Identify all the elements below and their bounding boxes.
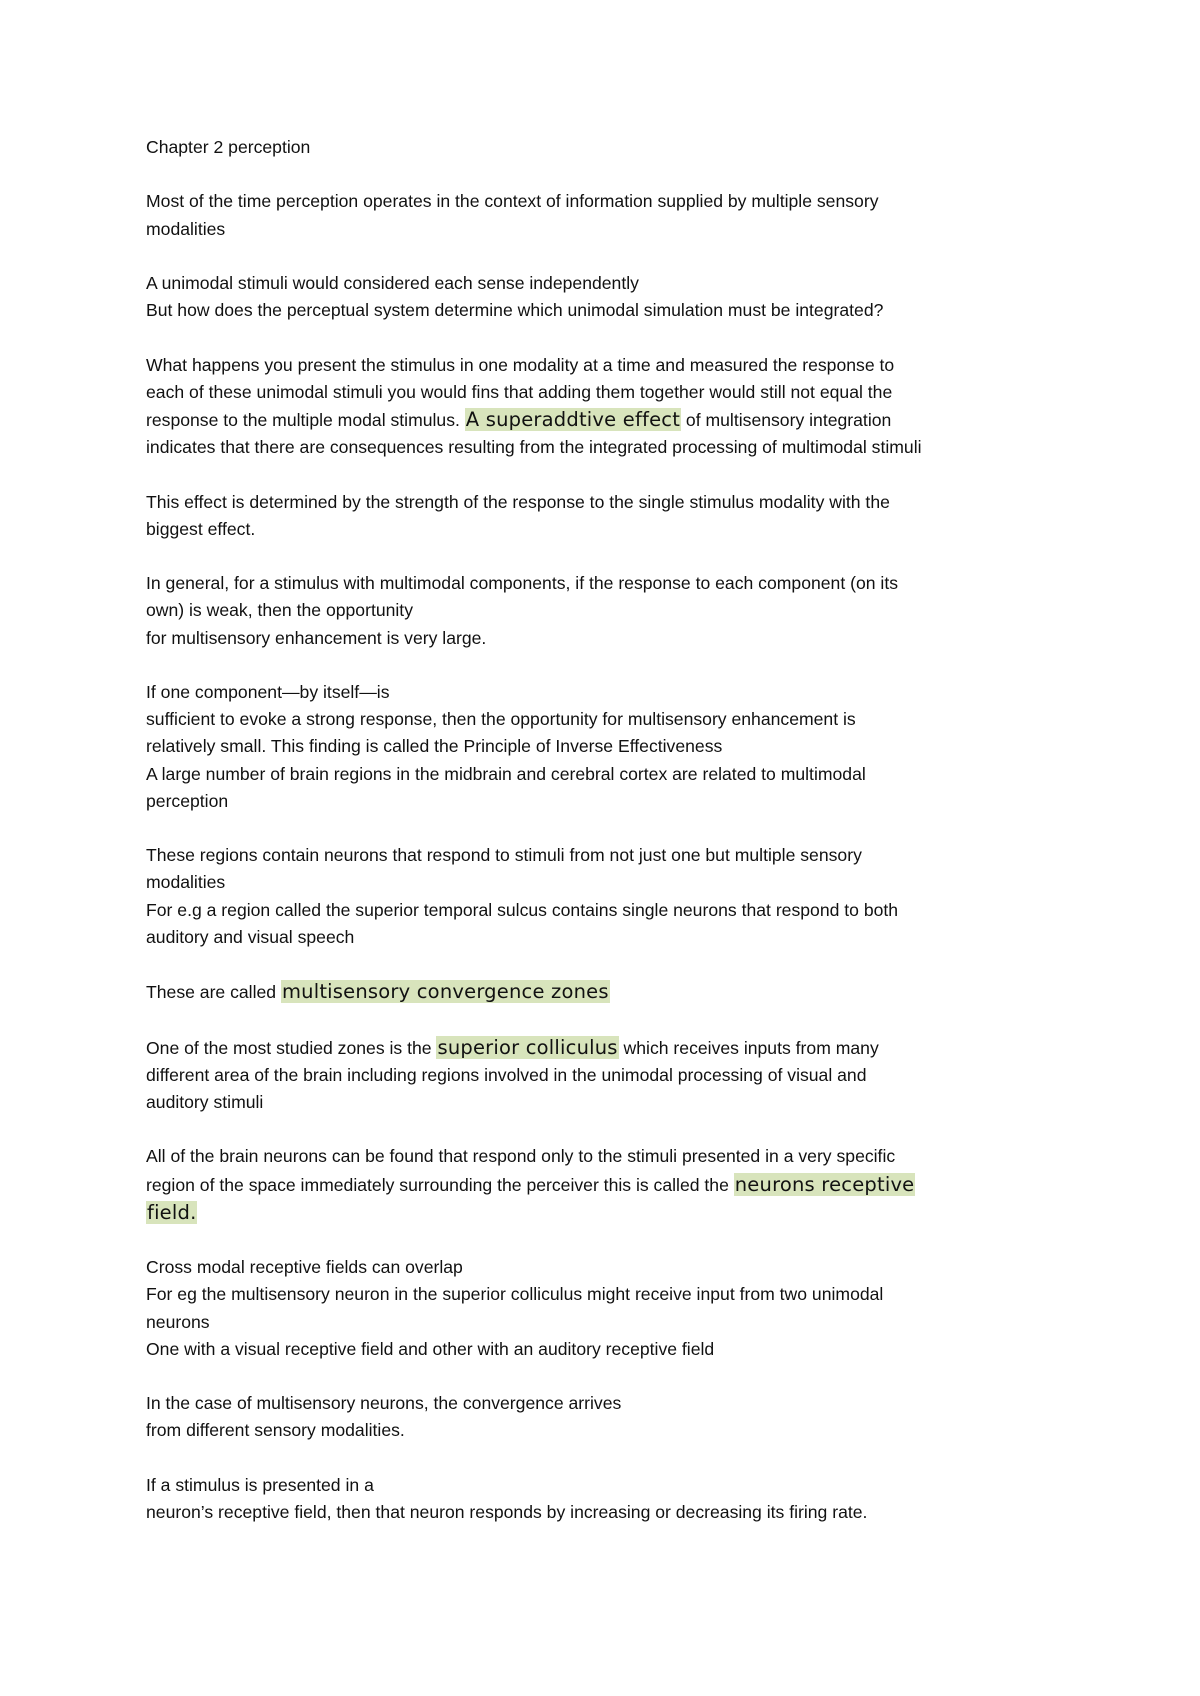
text-line: neurons bbox=[146, 1311, 210, 1332]
title-line: Chapter 2 perception bbox=[146, 137, 311, 157]
paragraph-13 bbox=[146, 1472, 1076, 1526]
text-line: neuron’s receptive field, then that neuron responds by increasing or decreasing its firing rate. bbox=[146, 1501, 868, 1522]
text-line bbox=[146, 1171, 1076, 1199]
highlight-neurons-receptive: neurons receptive bbox=[734, 1172, 915, 1196]
text-line: These regions contain neurons that respond to stimuli from not just one but multiple sensory bbox=[146, 845, 862, 866]
text-line: If a stimulus is presented in a bbox=[146, 1474, 374, 1495]
text-line: In general, for a stimulus with multimodal components, if the response to each component (on its bbox=[146, 573, 899, 594]
text-line: If one component—by itself—is bbox=[146, 681, 390, 702]
highlight-superior-colliculus: superior colliculus bbox=[437, 1035, 618, 1059]
paragraph-10 bbox=[146, 1143, 1076, 1227]
text-line: What happens you present the stimulus in one modality at a time and measured the response to bbox=[146, 354, 895, 375]
text-line: For e.g a region called the superior temporal sulcus contains single neurons that respond to both bbox=[146, 899, 899, 920]
paragraph-7 bbox=[146, 842, 1076, 951]
text-line: For eg the multisensory neuron in the superior colliculus might receive input from two unimodal bbox=[146, 1284, 884, 1305]
highlight-field: field. bbox=[147, 1200, 197, 1224]
text-line: One with a visual receptive field and other with an auditory receptive field bbox=[146, 1338, 715, 1359]
text-line: different area of the brain including regions involved in the unimodal processing of visual and bbox=[146, 1064, 867, 1085]
text-run: region of the space immediately surrounding the perceiver this is called the bbox=[146, 1174, 734, 1195]
text-line: each of these unimodal stimuli you would fins that adding them together would still not equal the bbox=[146, 381, 893, 402]
text-line: All of the brain neurons can be found that respond only to the stimuli presented in a very specific bbox=[146, 1146, 896, 1167]
text-line: auditory stimuli bbox=[146, 1091, 264, 1112]
paragraph-8 bbox=[146, 978, 1076, 1006]
paragraph-6 bbox=[146, 679, 1076, 815]
paragraph-5 bbox=[146, 570, 1076, 652]
text-line bbox=[146, 978, 1076, 1006]
text-line: perception bbox=[146, 790, 229, 811]
text-line: own) is weak, then the opportunity bbox=[146, 600, 413, 621]
paragraph-1 bbox=[146, 188, 1076, 242]
text-run: One of the most studied zones is the bbox=[146, 1037, 437, 1058]
text-line bbox=[146, 406, 1076, 434]
text-line: But how does the perceptual system determine which unimodal simulation must be integrated? bbox=[146, 300, 884, 321]
text-run: of multisensory integration bbox=[681, 409, 892, 430]
highlight-superadditive-effect: A superaddtive effect bbox=[465, 407, 681, 431]
text-line: modalities bbox=[146, 218, 226, 239]
paragraph-2 bbox=[146, 270, 1076, 324]
document-page bbox=[146, 134, 1076, 1553]
text-line: indicates that there are consequences resulting from the integrated processing of multimodal stimuli bbox=[146, 437, 922, 458]
text-line: for multisensory enhancement is very large. bbox=[146, 627, 487, 648]
paragraph-4 bbox=[146, 489, 1076, 543]
text-line bbox=[146, 1034, 1076, 1062]
text-line: from different sensory modalities. bbox=[146, 1420, 405, 1441]
paragraph-3 bbox=[146, 352, 1076, 462]
highlight-convergence-zones: multisensory convergence zones bbox=[281, 980, 609, 1004]
text-line: sufficient to evoke a strong response, then the opportunity for multisensory enhancement is bbox=[146, 709, 856, 730]
text-line: modalities bbox=[146, 872, 226, 893]
document-title bbox=[146, 134, 1076, 161]
text-run: These are called bbox=[146, 982, 281, 1003]
text-line: A unimodal stimuli would considered each sense independently bbox=[146, 272, 639, 293]
text-line: This effect is determined by the strength of the response to the single stimulus modality with the bbox=[146, 491, 890, 512]
text-line bbox=[146, 1199, 1076, 1227]
text-line: Most of the time perception operates in the context of information supplied by multiple sensory bbox=[146, 191, 879, 212]
text-line: auditory and visual speech bbox=[146, 926, 355, 947]
paragraph-9 bbox=[146, 1034, 1076, 1117]
text-run: response to the multiple modal stimulus. bbox=[146, 409, 465, 430]
paragraph-12 bbox=[146, 1390, 1076, 1444]
text-line: In the case of multisensory neurons, the convergence arrives bbox=[146, 1393, 622, 1414]
text-line: Cross modal receptive fields can overlap bbox=[146, 1257, 463, 1278]
text-run: which receives inputs from many bbox=[618, 1037, 879, 1058]
text-line: A large number of brain regions in the midbrain and cerebral cortex are related to multimodal bbox=[146, 763, 866, 784]
text-line: relatively small. This finding is called the Principle of Inverse Effectiveness bbox=[146, 736, 723, 757]
paragraph-11 bbox=[146, 1254, 1076, 1363]
text-line: biggest effect. bbox=[146, 518, 256, 539]
